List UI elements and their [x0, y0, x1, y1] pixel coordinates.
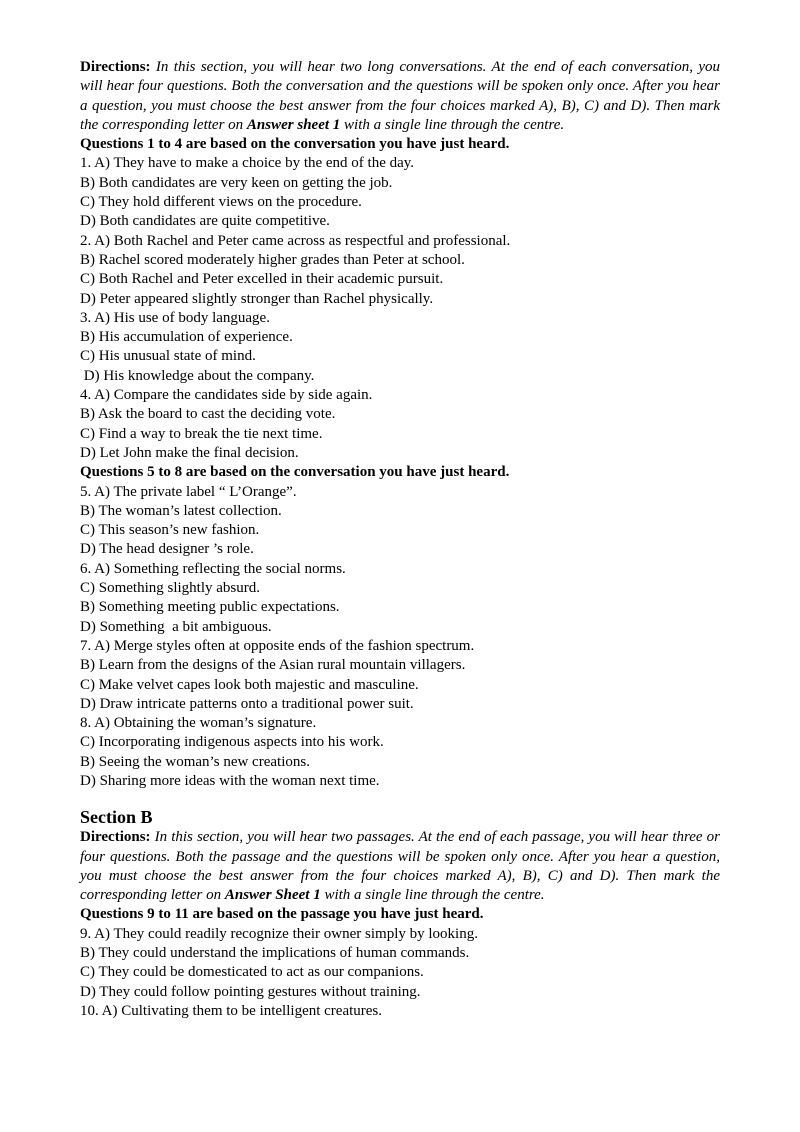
- choice-line: C) Find a way to break the tie next time.: [80, 425, 323, 442]
- choice-line: 10. A) Cultivating them to be intelligent creatures.: [80, 1002, 383, 1019]
- answer-sheet-ref: Answer Sheet 1: [224, 887, 321, 904]
- choice-line: 1. A) They have to make a choice by the end of the day.: [80, 155, 415, 172]
- choice-line: D) Let John make the final decision.: [80, 444, 299, 461]
- choice-line: D) Something a bit ambiguous.: [80, 618, 272, 635]
- directions-part-a: [80, 58, 720, 135]
- choice-line: B) Rachel scored moderately higher grades than Peter at school.: [80, 251, 465, 268]
- directions-label: Directions:: [80, 59, 151, 75]
- choice-line: D) His knowledge about the company.: [80, 367, 315, 384]
- question-group-heading: Questions 1 to 4 are based on the conversation you have just heard.: [80, 136, 510, 153]
- choice-line: D) They could follow pointing gestures without training.: [80, 983, 421, 1000]
- directions-label: Directions:: [80, 829, 151, 846]
- choice-line: B) Ask the board to cast the deciding vote.: [80, 406, 336, 423]
- choice-line: 2. A) Both Rachel and Peter came across as respectful and professional.: [80, 232, 511, 249]
- question-group-2: [80, 483, 720, 792]
- choice-line: 8. A) Obtaining the woman’s signature.: [80, 715, 317, 732]
- choice-line: D) Draw intricate patterns onto a traditional power suit.: [80, 695, 414, 712]
- choice-line: C) This season’s new fashion.: [80, 522, 260, 539]
- choice-line: B) Both candidates are very keen on getting the job.: [80, 174, 393, 191]
- choice-line: C) Make velvet capes look both majestic and masculine.: [80, 676, 419, 693]
- section-title: Section B: [80, 807, 153, 828]
- choice-line: C) His unusual state of mind.: [80, 348, 256, 365]
- question-group-heading: Questions 5 to 8 are based on the conversation you have just heard.: [80, 464, 510, 481]
- directions-text-end: with a single line through the centre.: [340, 116, 565, 133]
- choice-line: C) Something slightly absurd.: [80, 580, 260, 597]
- choice-line: C) They hold different views on the procedure.: [80, 194, 362, 211]
- choice-line: D) Both candidates are quite competitive.: [80, 213, 330, 230]
- choice-line: D) The head designer ’s role.: [80, 541, 254, 558]
- choice-line: 5. A) The private label “ L’Orange”.: [80, 483, 297, 500]
- choice-line: B) They could understand the implications of human commands.: [80, 945, 470, 962]
- choice-line: B) Learn from the designs of the Asian rural mountain villagers.: [80, 657, 466, 674]
- choice-line: C) They could be domesticated to act as our companions.: [80, 964, 424, 981]
- question-group-heading: Questions 9 to 11 are based on the passage you have just heard.: [80, 906, 484, 923]
- question-group-1: [80, 154, 720, 463]
- directions-text-end: with a single line through the centre.: [320, 887, 545, 904]
- choice-line: C) Both Rachel and Peter excelled in their academic pursuit.: [80, 271, 444, 288]
- question-group-3: [80, 925, 720, 1021]
- exam-page: [80, 58, 720, 1021]
- choice-line: B) His accumulation of experience.: [80, 329, 293, 346]
- choice-line: B) Seeing the woman’s new creations.: [80, 753, 310, 770]
- choice-line: B) Something meeting public expectations.: [80, 599, 340, 616]
- choice-line: 3. A) His use of body language.: [80, 309, 270, 326]
- choice-line: C) Incorporating indigenous aspects into his work.: [80, 734, 384, 751]
- directions-text: In this section, you will hear two long conversations. At the end of each conversation, you will hear four questions. Both the conversation and the questions will be spoken only once. After you hear a question, you must choose the best answer from the four choices marked A), B), C) and D). Then mark the corresponding letter on: [80, 59, 720, 133]
- choice-line: D) Peter appeared slightly stronger than Rachel physically.: [80, 290, 434, 307]
- choice-line: 7. A) Merge styles often at opposite ends of the fashion spectrum.: [80, 637, 475, 654]
- choice-line: 9. A) They could readily recognize their owner simply by looking.: [80, 925, 478, 942]
- choice-line: D) Sharing more ideas with the woman next time.: [80, 772, 380, 789]
- answer-sheet-ref: Answer sheet 1: [246, 116, 341, 133]
- choice-line: 4. A) Compare the candidates side by side again.: [80, 387, 373, 404]
- choice-line: B) The woman’s latest collection.: [80, 502, 282, 519]
- directions-section-b: [80, 828, 720, 905]
- directions-text: In this section, you will hear two passages. At the end of each passage, you will hear three or four questions. Both the passage and the questions will be spoken only once. After you hear a question, you must choose the best answer from the four choices marked A), B), C) and D). Then mark the corresponding letter on: [80, 829, 720, 904]
- choice-line: 6. A) Something reflecting the social norms.: [80, 560, 346, 577]
